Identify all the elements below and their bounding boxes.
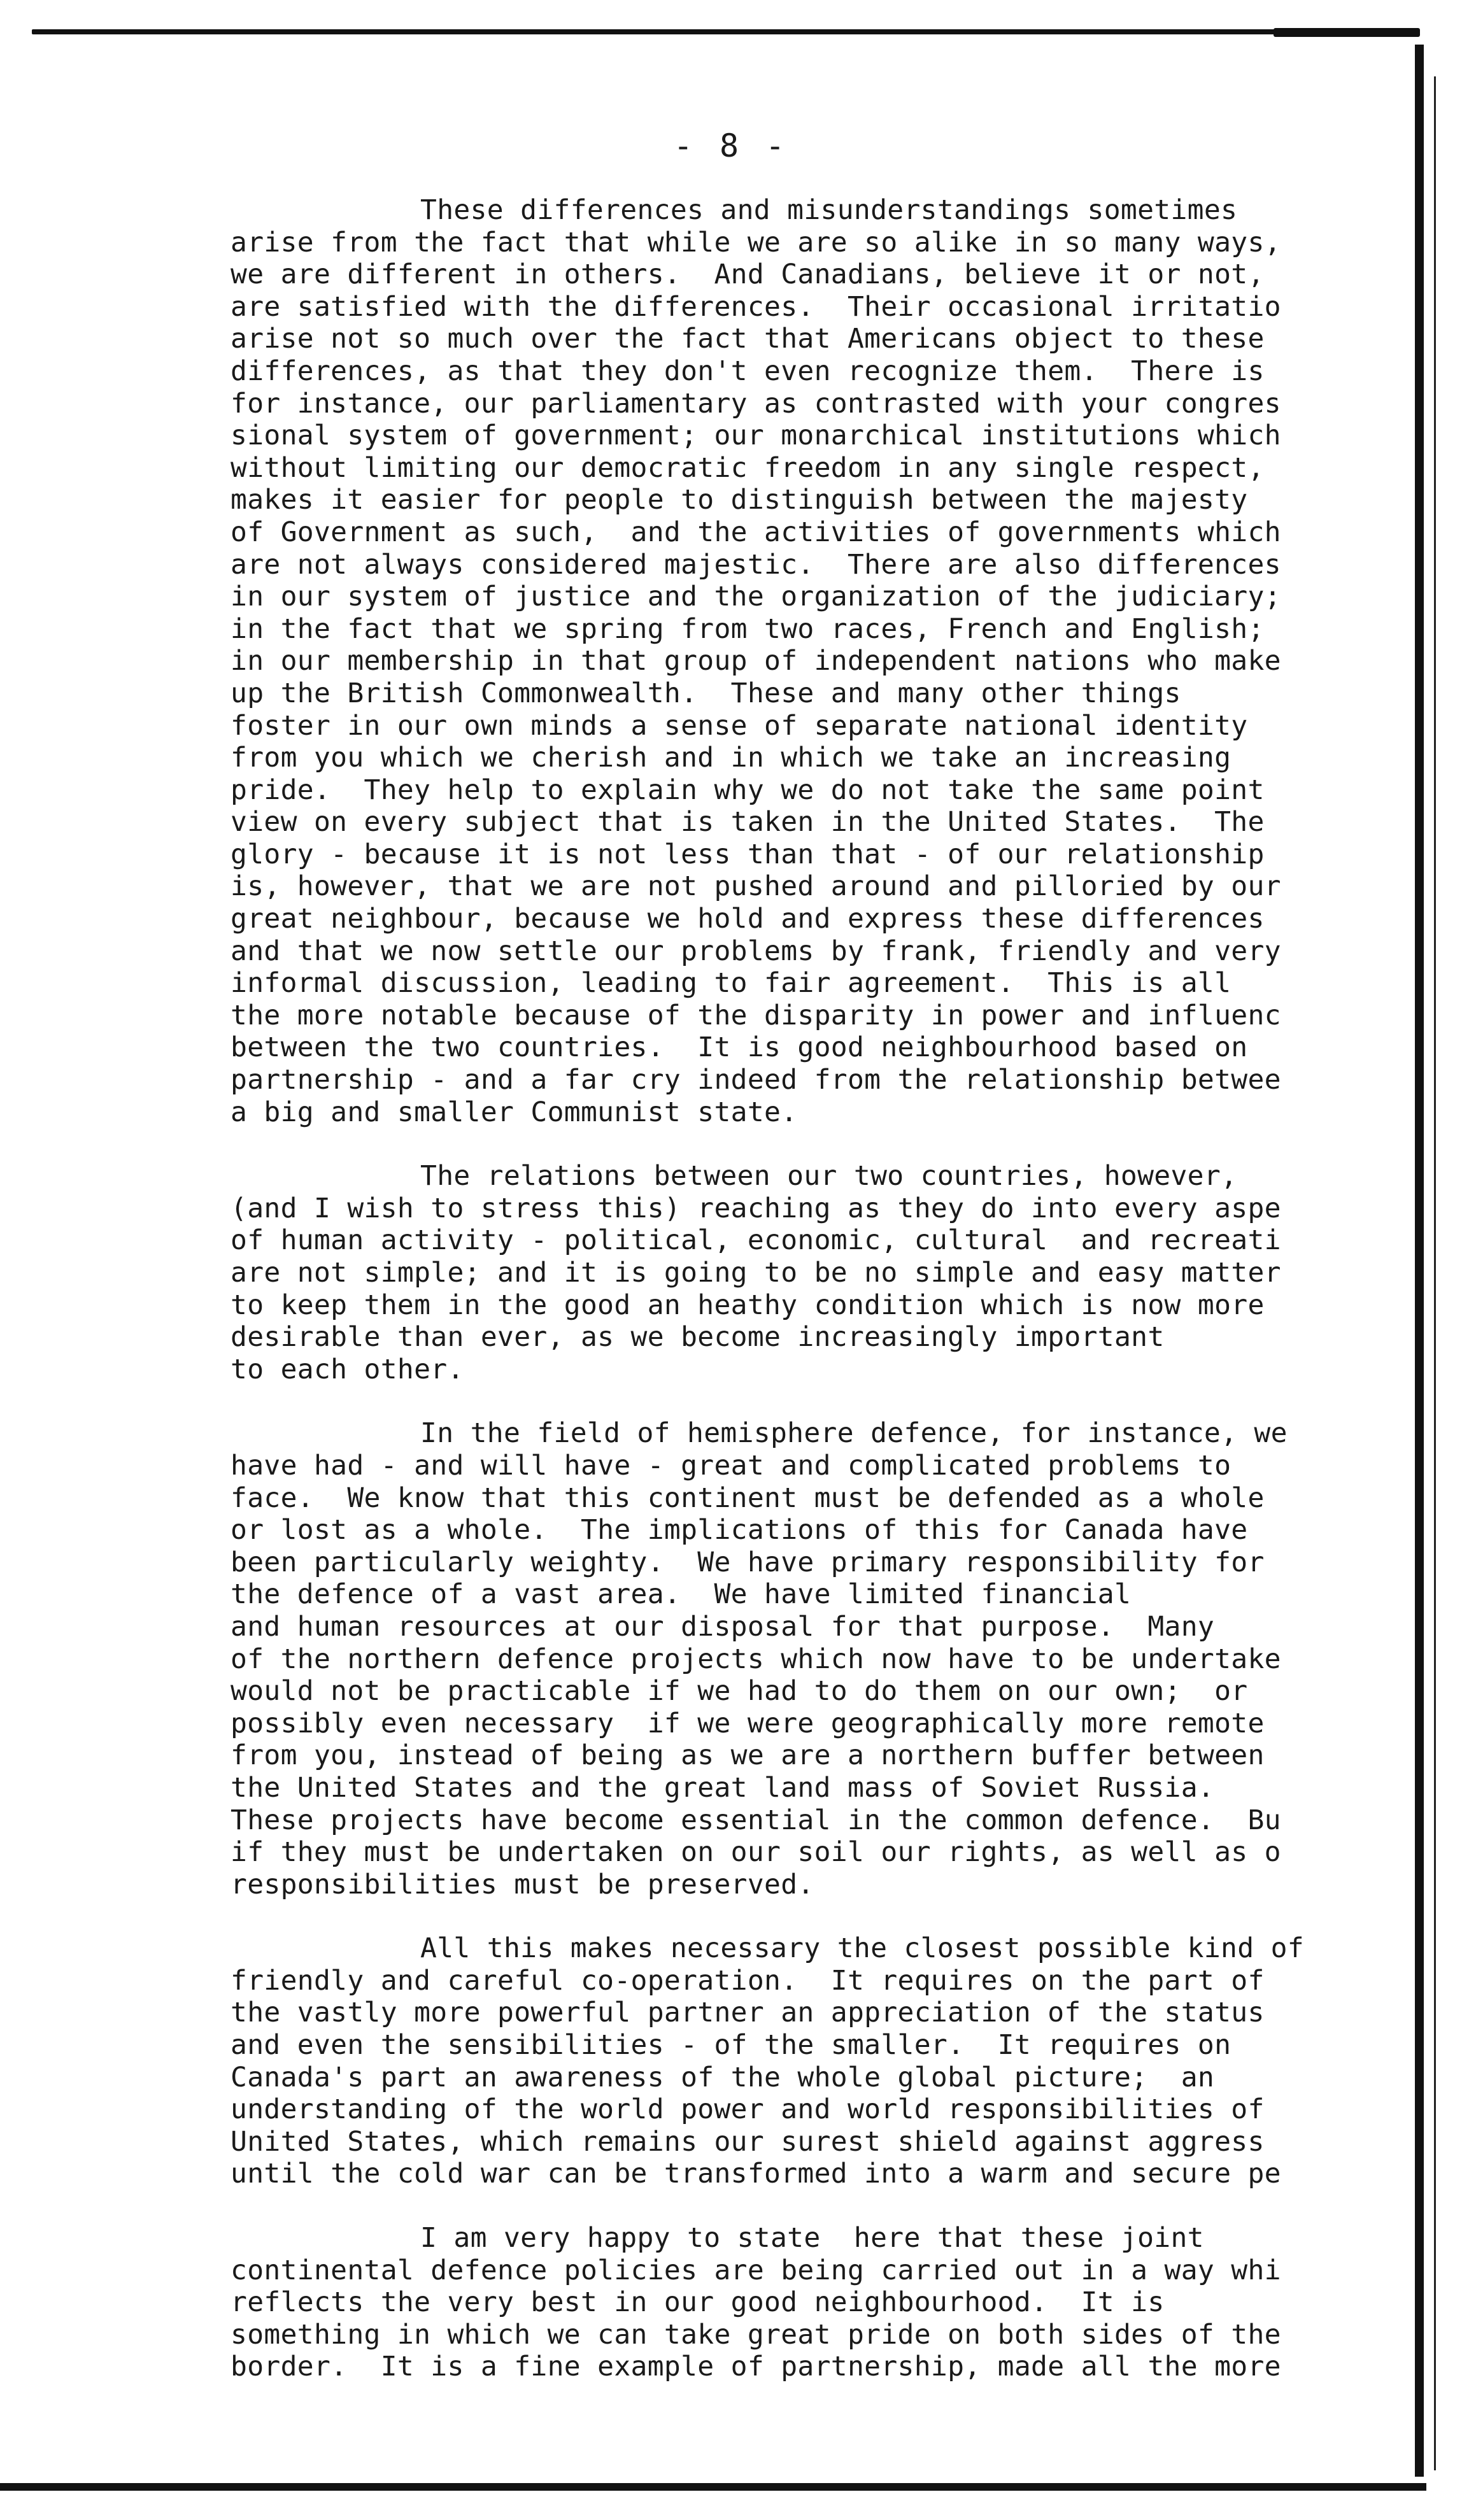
text-line: in the fact that we spring from two races, French and English; [231,612,1265,645]
top-border-rule-thick [1274,28,1420,37]
text-line: continental defence policies are being carried out in a way whi [231,2254,1281,2286]
text-line: are satisfied with the differences. Their occasional irritatio [231,290,1281,323]
text-line: of the northern defence projects which now have to be undertake [231,1643,1281,1675]
text-line: to keep them in the good an heathy condition which is now more [231,1289,1265,1321]
text-line: I am very happy to state here that these joint [420,2222,1204,2255]
text-line: in our membership in that group of independent nations who make [231,645,1281,677]
page-number: - 8 - [673,127,789,164]
text-line: are not always considered majestic. There are also differences [231,548,1281,581]
text-line: from you, instead of being as we are a northern buffer between [231,1739,1265,1772]
text-line: Canada's part an awareness of the whole global picture; an [231,2061,1215,2093]
text-line: would not be practicable if we had to do them on our own; or [231,1675,1248,1708]
text-line: and human resources at our disposal for that purpose. Many [231,1610,1215,1643]
right-border-rule [1415,45,1424,2477]
text-line: and that we now settle our problems by frank, friendly and very [231,935,1281,967]
text-line: glory - because it is not less than that - of our relationship [231,838,1265,870]
text-line: In the field of hemisphere defence, for instance, we [420,1417,1288,1450]
text-line: the more notable because of the disparity in power and influenc [231,999,1281,1031]
document-body [231,194,1415,2461]
text-line: without limiting our democratic freedom in any single respect, [231,451,1265,484]
text-line: from you which we cherish and in which we take an increasing [231,742,1231,774]
text-line: partnership - and a far cry indeed from the relationship betwee [231,1064,1281,1096]
text-line: for instance, our parliamentary as contrasted with your congres [231,387,1281,420]
text-line: something in which we can take great pride on both sides of the [231,2318,1281,2351]
text-line: (and I wish to stress this) reaching as they do into every aspe [231,1192,1281,1224]
text-line: desirable than ever, as we become increasingly important [231,1321,1165,1354]
text-line: until the cold war can be transformed into a warm and secure pe [231,2158,1281,2190]
text-line: These differences and misunderstandings sometimes [420,194,1238,226]
text-line: of Government as such, and the activities of governments which [231,516,1281,548]
paragraph [231,1160,1415,1385]
text-line: we are different in others. And Canadians, believe it or not, [231,258,1265,291]
text-line: possibly even necessary if we were geographically more remote [231,1707,1265,1739]
text-line: United States, which remains our surest shield against aggress [231,2125,1265,2158]
text-line: reflects the very best in our good neighbourhood. It is [231,2286,1165,2319]
text-line: if they must be undertaken on our soil our rights, as well as o [231,1836,1281,1869]
text-line: are not simple; and it is going to be no simple and easy matter [231,1257,1281,1289]
text-line: been particularly weighty. We have primary responsibility for [231,1546,1265,1578]
text-line: arise not so much over the fact that Americans object to these [231,323,1265,355]
text-line: or lost as a whole. The implications of this for Canada have [231,1514,1248,1547]
text-line: friendly and careful co-operation. It requires on the part of [231,1964,1265,1997]
text-line: arise from the fact that while we are so alike in so many ways, [231,226,1281,258]
text-line: to each other. [231,1353,464,1385]
text-line: the United States and the great land mass of Soviet Russia. [231,1771,1215,1804]
text-line: makes it easier for people to distinguish between the majesty [231,484,1248,516]
text-line: view on every subject that is taken in the United States. The [231,806,1265,839]
text-line: a big and smaller Communist state. [231,1096,798,1128]
text-line: pride. They help to explain why we do not take the same point [231,774,1265,806]
paragraph [231,2222,1415,2383]
text-line: responsibilities must be preserved. [231,1868,814,1901]
text-line: up the British Commonwealth. These and many other things [231,677,1181,709]
text-line: understanding of the world power and world responsibilities of [231,2093,1265,2126]
bottom-border-rule [0,2483,1426,2491]
text-line: differences, as that they don't even recognize them. There is [231,355,1265,387]
text-line: foster in our own minds a sense of separate national identity [231,709,1248,742]
text-line: All this makes necessary the closest possible kind of [420,1932,1304,1965]
text-line: border. It is a fine example of partnership, made all the more [231,2351,1281,2383]
text-line: and even the sensibilities - of the smaller. It requires on [231,2029,1231,2062]
text-line: The relations between our two countries, however, [420,1160,1238,1193]
paragraph [231,1932,1415,2190]
paragraph [231,194,1415,1128]
text-line: informal discussion, leading to fair agreement. This is all [231,967,1231,1000]
right-border-rule-thin [1434,76,1436,2470]
text-line: of human activity - political, economic, cultural and recreati [231,1224,1281,1257]
text-line: between the two countries. It is good neighbourhood based on [231,1031,1248,1064]
top-border-rule [32,29,1414,34]
text-line: sional system of government; our monarchical institutions which [231,420,1281,452]
text-line: in our system of justice and the organization of the judiciary; [231,581,1281,613]
text-line: the vastly more powerful partner an appreciation of the status [231,1997,1265,2029]
paragraph [231,1417,1415,1901]
text-line: These projects have become essential in the common defence. Bu [231,1804,1281,1836]
text-line: is, however, that we are not pushed around and pilloried by our [231,870,1281,903]
text-line: the defence of a vast area. We have limited financial [231,1578,1132,1611]
text-line: face. We know that this continent must be defended as a whole [231,1482,1265,1514]
text-line: have had - and will have - great and complicated problems to [231,1449,1231,1482]
text-line: great neighbour, because we hold and express these differences [231,903,1265,935]
